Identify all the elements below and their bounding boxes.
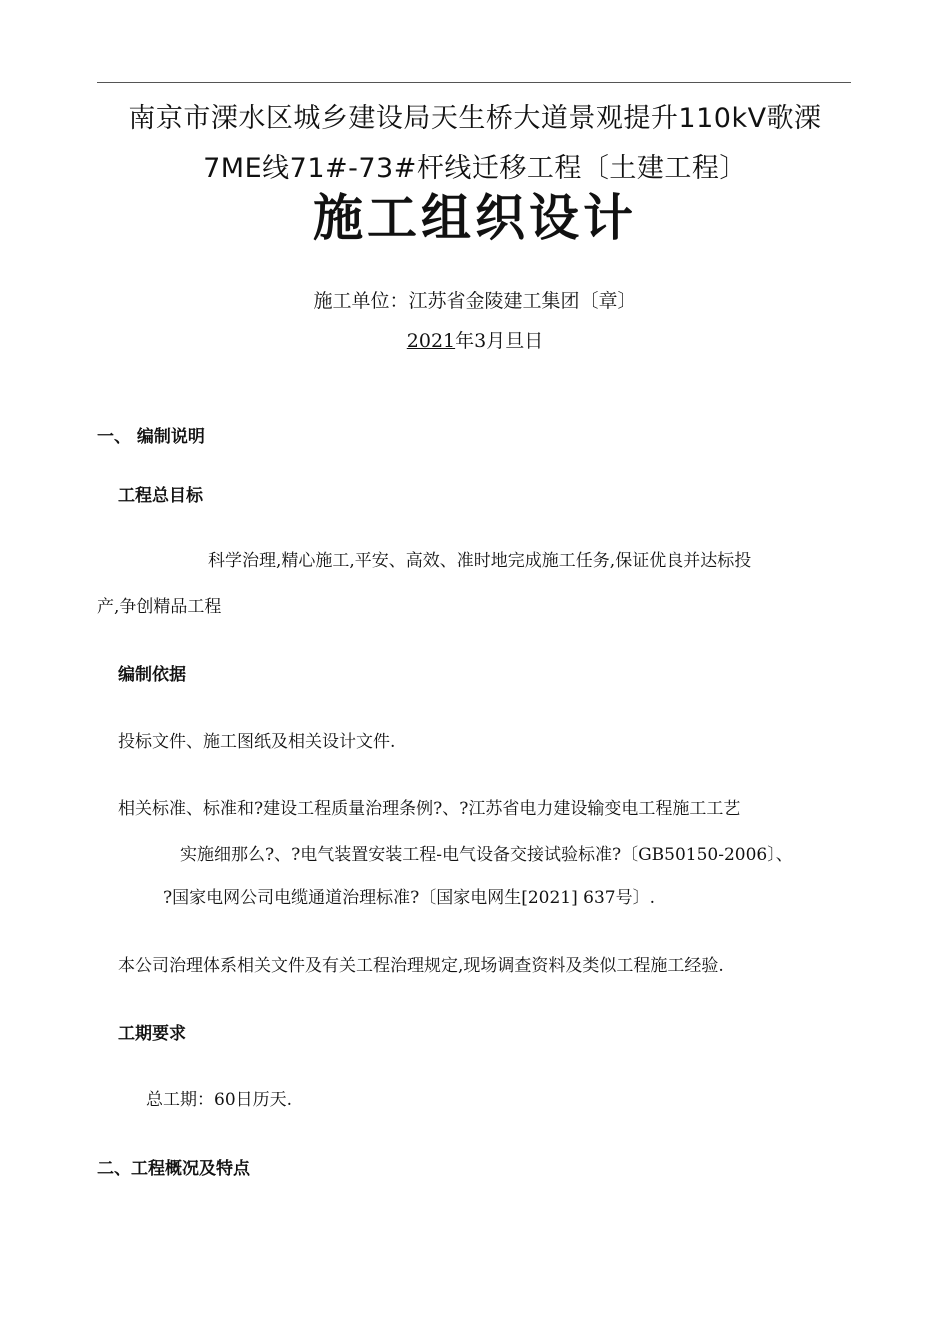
period-text: 总工期：60日历天. xyxy=(146,1090,293,1110)
project-title-line1: 南京市溧水区城乡建设局天生桥大道景观提升110kV歌溧 xyxy=(128,103,822,134)
period-heading: 工期要求 xyxy=(118,1024,186,1044)
basis-item-3: 本公司治理体系相关文件及有关工程治理规定,现场调查资料及类似工程施工经验. xyxy=(118,956,724,976)
basis-heading: 编制依据 xyxy=(118,665,186,685)
basis-item-1: 投标文件、施工图纸及相关设计文件. xyxy=(118,732,396,752)
project-title-line2: 7ME线71#-73#杆线迁移工程〔土建工程〕 xyxy=(203,153,747,184)
document-title: 施工组织设计 xyxy=(313,188,637,247)
basis-item-2-line3: ?国家电网公司电缆通道治理标准?〔国家电网生[2021] 637号〕. xyxy=(163,888,656,908)
construction-unit: 施工单位：江苏省金陵建工集团〔章〕 xyxy=(313,290,637,312)
date-rest: 年3月旦日 xyxy=(455,330,544,352)
section-2-heading: 二、工程概况及特点 xyxy=(97,1159,250,1179)
document-date xyxy=(60,326,890,353)
goal-heading: 工程总目标 xyxy=(118,486,203,506)
goal-text-line1: 科学治理,精心施工,平安、高效、准时地完成施工任务,保证优良并达标投 xyxy=(208,551,752,571)
basis-item-2-line2: 实施细那么?、?电气装置安装工程-电气设备交接试验标准?〔GB50150-2006〕、 xyxy=(180,845,793,865)
section-1-heading: 一、 编制说明 xyxy=(97,427,205,447)
basis-item-2-line1: 相关标准、标准和?建设工程质量治理条例?、?江苏省电力建设输变电工程施工工艺 xyxy=(118,799,741,819)
date-year: 2021 xyxy=(406,330,456,352)
goal-text-line2: 产,争创精品工程 xyxy=(97,597,222,617)
header-rule xyxy=(97,82,851,83)
